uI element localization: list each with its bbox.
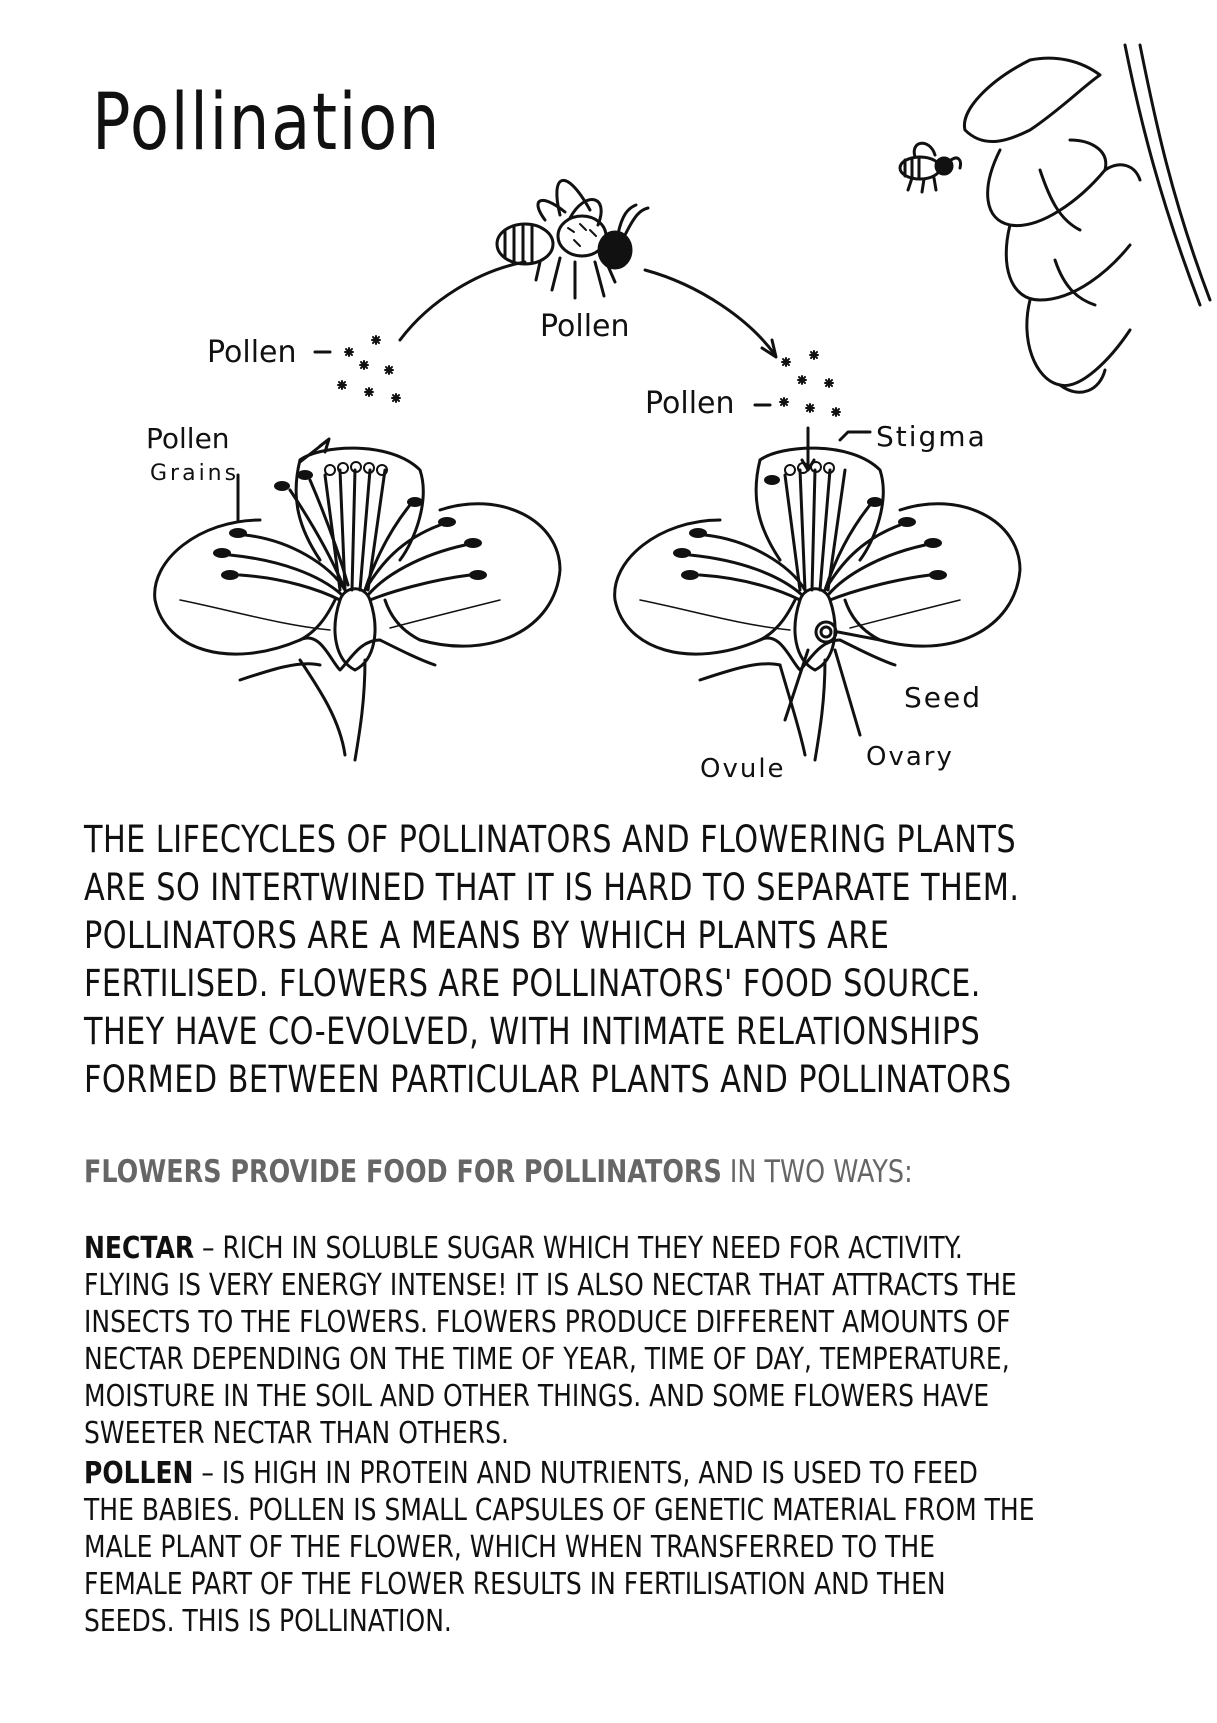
nectar-text: – RICH IN SOLUBLE SUGAR WHICH THEY NEED FOR ACTIVITY. FLYING IS VERY ENERGY INTENSE! IT IS ALSO NECTAR THAT ATTRACTS THE INSECTS TO THE FLOWERS. FLOWERS PRODUCE DIFFERENT AMOUNTS OF NECTAR DEPENDING ON THE TIME OF YEAR, TIME OF DAY, TEMPERATURE, MOISTURE IN THE SOIL AND OTHER THINGS. AND SOME FLOWERS HAVE SWEETER NECTAR THAN OTHERS.	[84, 1231, 1017, 1451]
label-seed: Seed	[904, 681, 982, 714]
pollen-cluster-left	[338, 336, 400, 402]
page-title: Pollination	[92, 78, 442, 168]
pollen-paragraph	[84, 1455, 1035, 1640]
label-pollen-top: Pollen	[540, 309, 630, 344]
anthers-right	[673, 475, 947, 580]
label-pollen-grains-line2: Grains	[150, 461, 240, 486]
pollination-illustration	[0, 0, 1217, 800]
intro-paragraph: THE LIFECYCLES OF POLLINATORS AND FLOWERING PLANTS ARE SO INTERTWINED THAT IT IS HARD TO SEPARATE THEM. POLLINATORS ARE A MEANS BY WHICH PLANTS ARE FERTILISED. FLOWERS ARE POLLINATORS' FOOD SOURCE. THEY HAVE CO-EVOLVED, WITH INTIMATE RELATIONSHIPS FORMED BETWEEN PARTICULAR PLANTS AND POLLINATORS	[84, 818, 1020, 1101]
pollen-text: – IS HIGH IN PROTEIN AND NUTRIENTS, AND IS USED TO FEED THE BABIES. POLLEN IS SMALL CAPSULES OF GENETIC MATERIAL FROM THE MALE PLANT OF THE FLOWER, WHICH WHEN TRANSFERRED TO THE FEMALE PART OF THE FLOWER RESULTS IN FERTILISATION AND THEN SEEDS. THIS IS POLLINATION.	[84, 1456, 1035, 1639]
label-stigma: Stigma	[876, 420, 987, 453]
ovary-pointer	[835, 650, 860, 735]
small-bee-illustration	[900, 143, 961, 192]
label-pollen-left: Pollen	[207, 335, 297, 370]
arrow-right-arc	[645, 270, 775, 355]
stigma-pointer	[840, 432, 870, 440]
label-ovule: Ovule	[700, 754, 786, 784]
flower-left-illustration	[155, 448, 560, 760]
food-ways-heading	[84, 1152, 1035, 1192]
arrow-left-arc	[400, 262, 525, 340]
food-ways-rest: IN TWO WAYS:	[721, 1154, 913, 1190]
nectar-term: NECTAR	[84, 1231, 195, 1266]
label-pollen-right: Pollen	[645, 386, 735, 421]
foxglove-plant-illustration	[964, 45, 1210, 392]
label-ovary: Ovary	[866, 742, 954, 772]
anthers-left	[213, 470, 487, 580]
nectar-paragraph	[84, 1230, 1035, 1452]
food-ways-bold: FLOWERS PROVIDE FOOD FOR POLLINATORS	[84, 1154, 722, 1190]
ovule-pointer	[785, 650, 808, 720]
pollen-term: POLLEN	[84, 1456, 194, 1491]
pollen-cluster-right	[780, 351, 840, 416]
label-pollen-grains-line1: Pollen	[146, 422, 230, 455]
bee-illustration	[497, 180, 648, 298]
